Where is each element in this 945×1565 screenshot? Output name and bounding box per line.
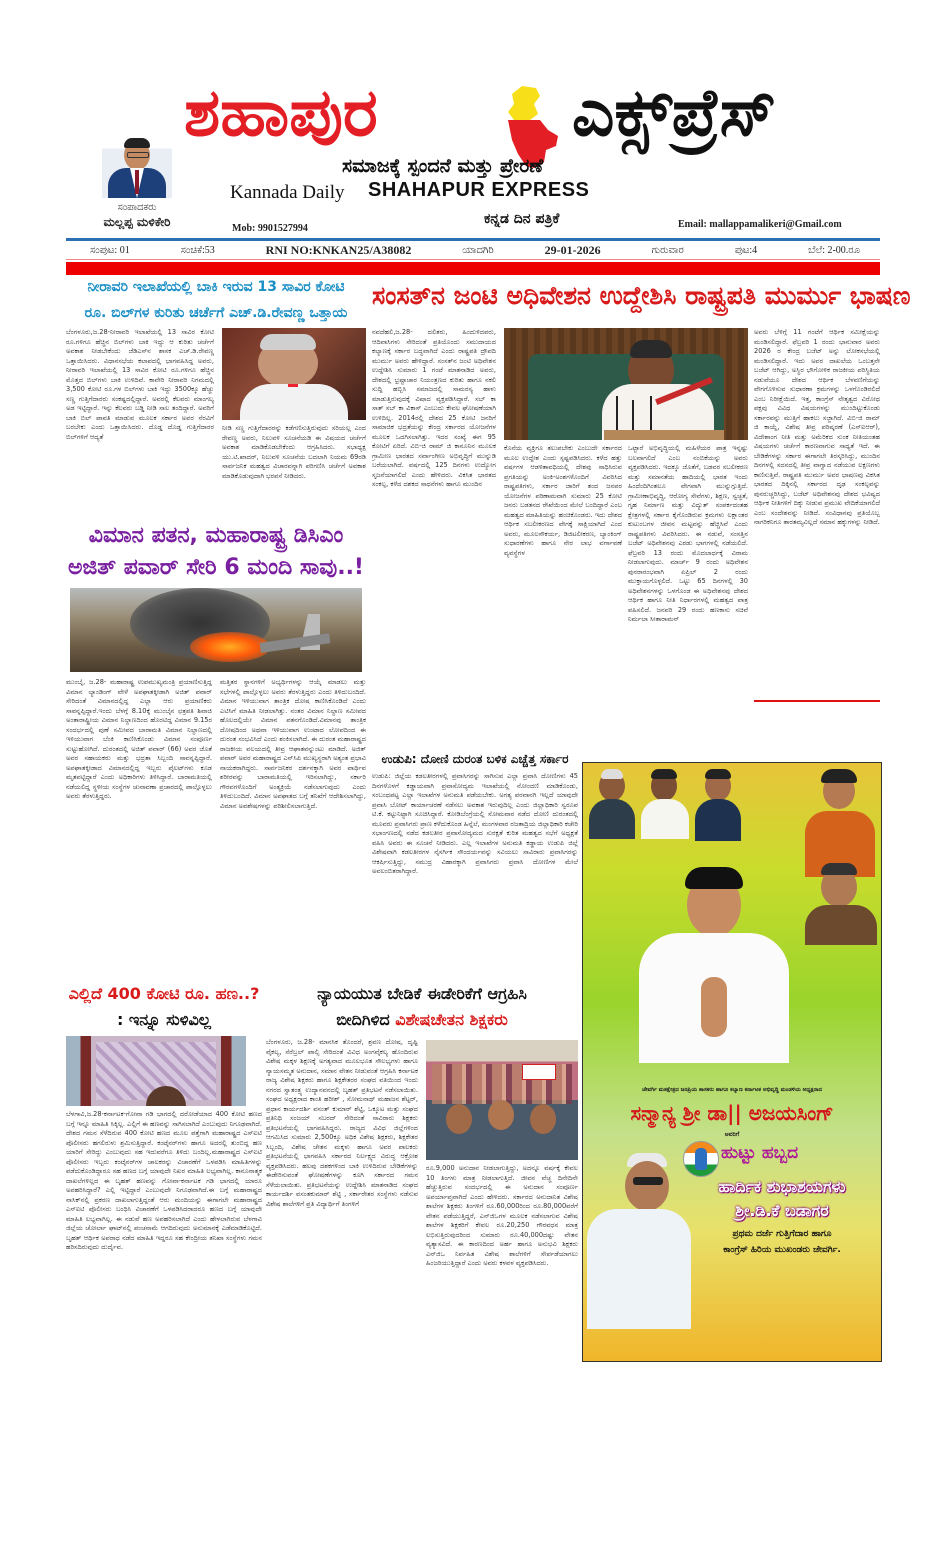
volume: ಸಂಪುಟ: 01 [90,244,130,256]
article-teachers [266,984,578,1364]
revanna-photo [222,328,366,420]
price: ಬೆಲೆ: 2-00.ರೂ [808,244,860,256]
title-express: ಎಕ್ಸ್‌ಪ್ರೆಸ್ [572,74,777,151]
greetings-label: ಹಾರ್ದಿಕ ಶುಭಾಶಯಗಳು [718,1177,846,1196]
parliament-end-rule [754,700,880,702]
birthday-advertisement [582,762,882,1362]
editor-name: ಮಲ್ಲಪ್ಪ ಮಳಿಕೇರಿ [103,215,171,229]
crash-photo [70,588,362,672]
headline-irrigation-1: ನೀರಾವರಿ ಇಲಾಖೆಯಲ್ಲಿ ಬಾಕಿ ಇರುವ 13 ಸಾವಿರ ಕೋಟಿ [87,279,345,295]
honoree-photo [639,867,789,1063]
masthead-rule [66,238,880,241]
headline-teachers-2-black: ಬೀದಿಗಿಳಿದ [336,1010,396,1029]
issue-date: 29-01-2026 [544,242,601,257]
kannada-daily-label: Kannada Daily [230,182,345,203]
headline-crash-1: ವಿಮಾನ ಪತನ, ಮಹಾರಾಷ್ಟ್ರ ಡಿಸಿಎಂ [88,523,344,548]
from-name: ಶ್ರೀ.ಡಿ.ಕೆ ಬಡಾಗರ [735,1201,829,1220]
murmu-photo [504,328,748,440]
newspaper-page [66,66,911,1364]
well-wisher-photo [583,1147,693,1361]
parliament-col-4: ಅವರು ಬೆಳಿಗ್ಗೆ 11 ಗಂಟೆಗೆ ಆರ್ಥಿಕ ಸಮೀಕ್ಷೆಯನ್ನು ಮಂಡಿಸಲಿದ್ದಾರೆ. ಫೆಬ್ರವರಿ 1 ರಂದು ಭಾನುವಾರ ಅವರು 2026 ರ ಕೇಂದ್ರ ಬಜೆಟ್ ಅನ್ನು ಲೋಕಸಭೆಯಲ್ಲಿ ಮಂಡಿಸಲಿದ್ದಾರೆ. ಇದು ಅವರ ದಾಖಲೆಯ ಒಂಬತ್ತನೇ ಬಜೆಟ್ ಆಗಿದ್ದು, ಅಸ್ಥಿರ ಭೌಗೋಳಿಕ ರಾಜಕೀಯ ಪರಿಸ್ಥಿತಿಯ ನಡುವೆಯೂ ದೇಶದ ಆರ್ಥಿಕ ಬೆಳವಣಿಗೆಯನ್ನು ವೇಗಗೊಳಿಸುವ ಸುಧಾರಣಾ ಕ್ರಮಗಳನ್ನು ಒಳಗೊಂಡಿರಲಿದೆ ಎಂಬ ನಿರೀಕ್ಷೆಯಿದೆ. ಇತ್ತ, ಕಾಂಗ್ರೆಸ್ ನೇತೃತ್ವದ ವಿರೋಧ ಪಕ್ಷವು ವಿವಿಧ ವಿಷಯಗಳನ್ನು ಮುಂದಿಟ್ಟುಕೊಂಡು ಸರ್ಕಾರವನ್ನು ಮುತ್ತಿಗೆ ಹಾಕಲು ಸಜ್ಜಾಗಿದೆ. ವಿಬಿ-ಜಿ ರಾಮ್ ಜಿ ಕಾಯ್ದೆ, ವಿಶೇಷ ತೀವ್ರ ಪರಿಷ್ಕರಣೆ (ಎಸ್‌ಐಆರ್), ವಿದೇಶಾಂಗ ನೀತಿ ಮತ್ತು ಅಮೆರಿಕದ ಸುಂಕ ನೀತಿಯಂತಹ ವಿಷಯಗಳು ಚರ್ಚೆಗೆ ಕಾರಣವಾಗುವ ಸಾಧ್ಯತೆ ಇದೆ. ಈ ಬೇಡಿಕೆಗಳನ್ನು ಸರ್ಕಾರ ಈಗಾಗಲೇ ತಿರಸ್ಕರಿಸಿದ್ದು, ಮುಂದಿನ ದಿನಗಳಲ್ಲಿ ಸದನದಲ್ಲಿ ತೀವ್ರ ವಾಗ್ವಾದ ನಡೆಯುವ ಲಕ್ಷಣಗಳು ಕಾಣಿಸುತ್ತಿವೆ. ರಾಷ್ಟ್ರಪತಿ ಮುರ್ಮು ಅವರ ಭಾಷಣವು ವಿಕಸಿತ ಭಾರತದ ದಿಕ್ಕಿನಲ್ಲಿ ಸರ್ಕಾರದ ದೃಢ ಸಂಕಲ್ಪವನ್ನು ಪುನರುಚ್ಚರಿಸಿದ್ದು, ಬಜೆಟ್ ಅಧಿವೇಶನವು ದೇಶದ ಭವಿಷ್ಯದ ಆರ್ಥಿಕ ನೀತಿಗಳಿಗೆ ದಿಕ್ಕು ನೀಡುವ ಪ್ರಮುಖ ವೇದಿಕೆಯಾಗಲಿದೆ ಎಂಬ ಸಂದೇಶವನ್ನು ನೀಡಿದೆ. ಸಂವಿಧಾನವು ಪ್ರತಿಯೊಬ್ಬ ನಾಗರಿಕನಿಗೂ ತಾರತಮ್ಯವಿಲ್ಲದೆ ಸಮಾನ ಹಕ್ಕುಗಳನ್ನು ನೀಡಿದೆ. [754,328,880,526]
english-title: SHAHAPUR EXPRESS [368,179,590,201]
from-title-line1: ಪ್ರಥಮ ದರ್ಜೆ ಗುತ್ತಿಗೆದಾರ ಹಾಗೂ [732,1229,832,1239]
headline-irrigation-2: ರೂ. ಬಿಲ್‌ಗಳ ಕುರಿತು ಚರ್ಚೆಗೆ ಎಚ್.ಡಿ.ರೇವಣ್ಣ ಒತ್ತಾಯ [84,305,348,321]
honoree-suffix: ಅವರಿಗೆ [724,1131,740,1138]
tagline: ಸಮಾಜಕ್ಕೆ ಸ್ಪಂದನೆ ಮತ್ತು ಪ್ರೇರಣೆ [342,155,544,177]
meta-divider [66,259,880,260]
editor-photo [102,136,172,198]
headline-teachers-2-red: ವಿಶೇಷಚೇತನ ಶಿಕ್ಷಕರು [395,1010,508,1029]
issue-info-row [90,243,860,257]
leader-photo-woman [801,767,879,877]
article-body-continued: ನೀಡಿ ಸಣ್ಣ ಗುತ್ತಿಗೆದಾರರನ್ನು ಕಡೆಗಣಿಸುತ್ತಿರುವುದು ಸರಿಯಲ್ಲ ಎಂದ ರೇವಣ್ಣ ಅವರು, ನಿಲುವಳಿ ಸೂಚನೆಯಡಿ ಈ ವಿಷಯದ ಚರ್ಚೆಗೆ ಅವಕಾಶ ಮಾಡಿಕೊಡಬೇಕೆಂದು ಆಗ್ರಹಿಸಿದರು. ಸಭಾಧ್ಯಕ್ಷ ಯು.ಟಿ.ಖಾದರ್, ನಿಲುವಳಿ ಸೂಚನೆಯ ಬದಲಾಗಿ ನಿಯಮ 69ರಡಿ ಸಾರ್ವಜನಿಕ ಮಹತ್ವದ ವಿಚಾರವನ್ನಾಗಿ ಪರಿಗಣಿಸಿ ಚರ್ಚೆಗೆ ಅವಕಾಶ ಮಾಡಿಕೊಡುವುದಾಗಿ ಭರವಸೆ ನೀಡಿದರು. [222,424,366,480]
leader-photo-elder [803,863,877,943]
leader-photo-1 [589,769,633,841]
place: ಯಾದಗಿರಿ [462,244,494,256]
weekday: ಗುರುವಾರ [651,244,684,256]
teachers-body-left: ಬೆಂಗಳೂರು, ಜ.28- ಮಾನಸಿಕ ತೊಂದರೆ, ಶ್ರವಣ ದೋಷ, ದೃಷ್ಟಿ ವೈಕಲ್ಯ, ಸೆರೆಬ್ರಲ್ ಪಾಲ್ಸಿ ಸೇರಿದಂತೆ ವಿವಿಧ ಅಂಗವೈಕಲ್ಯ ಹೊಂದಿರುವ ವಿಶೇಷ ಮಕ್ಕಳ ಶಿಕ್ಷಣಕ್ಕೆ ಅಗತ್ಯವಾದ ಮೂಲಭೂತ ಸೌಲಭ್ಯಗಳು ಹಾಗೂ ನ್ಯಾಯಸಮ್ಮತ ಅನುದಾನ, ಸಮಾನ ವೇತನ ನೀಡುವಂತೆ ಆಗ್ರಹಿಸಿ ಕರ್ನಾಟಕ ರಾಜ್ಯ ವಿಶೇಷ ಶಿಕ್ಷಕರು ಹಾಗೂ ಶಿಕ್ಷಕೇತರರ ಸಂಘದ ವತಿಯಿಂದ ಇಂದು ನಗರದ ಸ್ವಾತಂತ್ರ್ಯ ಉದ್ಯಾನವನದಲ್ಲಿ ಬೃಹತ್ ಪ್ರತಿಭಟನೆ ನಡೆಸಲಾಯಿತು. ಸಂಘದ ಅಧ್ಯಕ್ಷರಾದ ಕಾಂತಿ ಹರೀಶ್ , ಸೋಮನಾಥ್ ಮಹಾಜನ ಶೆಟ್ಟರ್, ಪ್ರಧಾನ ಕಾರ್ಯದರ್ಶಿ ವಸಂತ್ ಕುಮಾರ್ ಶೆಟ್ಟಿ, ಒಕ್ಕೂಟ ಮತ್ತು ಸಂಘದ ಪ್ರತಿನಿಧಿ ಸಂಜಯ್ ಸಬರದ್ ಸೇರಿದಂತೆ ಸಾವಿರಾರು ಶಿಕ್ಷಕರು ಪ್ರತಿಭಟನೆಯಲ್ಲಿ ಭಾಗವಹಿಸಿದ್ದರು. ರಾಜ್ಯದ ವಿವಿಧ ಜಿಲ್ಲೆಗಳಿಂದ ಆಗಮಿಸಿದ ಸುಮಾರು 2,500ಕ್ಕೂ ಅಧಿಕ ವಿಶೇಷ ಶಿಕ್ಷಕರು, ಶಿಕ್ಷಕೇತರ ಸಿಬ್ಬಂದಿ, ವಿಶೇಷ ಚೇತನ ಮಕ್ಕಳು ಹಾಗೂ ಅವರ ಪಾಲಕರು ಪ್ರತಿಭಟನೆಯಲ್ಲಿ ಭಾಗವಹಿಸಿ ಸರ್ಕಾರದ ನಿರ್ಲಕ್ಷ್ಯದ ವಿರುದ್ಧ ಆಕ್ರೋಶ ವ್ಯಕ್ತಪಡಿಸಿದರು. ಹಲವು ದಶಕಗಳಿಂದ ಬಾಕಿ ಉಳಿದಿರುವ ಬೇಡಿಕೆಗಳನ್ನು ಈಡೇರಿಸುವಂತೆ ಘೋಷಣೆಗಳನ್ನು ಕೂಗಿ ಸರ್ಕಾರದ ಗಮನ ಸೆಳೆಯಲಾಯಿತು. ಪ್ರತಿಭಟನೆಯನ್ನು ಉದ್ದೇಶಿಸಿ ಮಾತನಾಡಿದ ಸಂಘದ ಕಾರ್ಯದರ್ಶಿ ವಸಂತಕುಮಾರ್ ಶೆಟ್ಟಿ , ಸರ್ಕಾರೇತರ ಸಂಸ್ಥೆಗಳು ನಡೆಸುವ ವಿಶೇಷ ಶಾಲೆಗಳಿಗೆ ಪ್ರತಿ ವಿದ್ಯಾರ್ಥಿಗೆ ತಿಂಗಳಿಗೆ [266,1038,418,1208]
article-400-crore [66,984,262,1364]
ad-caption: ಜೇವರ್ಗಿ ಮತಕ್ಷೇತ್ರದ ಜನಪ್ರಿಯ ಶಾಸಕರು ಹಾಗೂ ಕಲ್ಯಾಣ ಕರ್ನಾಟಕ ಅಭಿವೃದ್ಧಿ ಮಂಡಳಿಯ ಅಧ್ಯಕ್ಷರಾದ [641,1087,822,1093]
headline-money-2: : ಇನ್ನೂ ಸುಳಿವಿಲ್ಲ [116,1010,212,1029]
title-shahapura: ಶಹಾಪುರ [184,74,378,151]
birthday-label: ಹುಟ್ಟು ಹಬ್ಬದ [721,1143,799,1163]
crash-body-right: ಮತ್ತಿತರ ಸ್ಥಾನಗಳಿಗೆ ಅಭ್ಯರ್ಥಿಗಳನ್ನು ಆಯ್ಕೆ ಮಾಡಲು ಮತ್ತು ಸಭೆಗಳಲ್ಲಿ ಪಾಲ್ಗೊಳ್ಳಲು ಅವರು ತೆರಳುತ್ತಿದ್ದರು ಎಂದು ತಿಳಿದುಬಂದಿದೆ. ವಿಮಾನ ಇಳಿಯುವಾಗ ತಾಂತ್ರಿಕ ದೋಷ ಕಾಣಿಸಿಕೊಂಡಿದೆ ಎಂದು ಎಟಿಸಿಗೆ ಮಾಹಿತಿ ನೀಡಲಾಗಿತ್ತು. ನಂತರ ವಿಮಾನ ನಿಲ್ದಾಣ ಸಮೀಪದ ಹೊಲದಲ್ಲಿಯೇ ವಿಮಾನ ಪತನಗೊಂಡಿದೆ.ವಿಮಾನವು ತಾಂತ್ರಿಕ ದೋಷದಿಂದ ಅಥವಾ ಇಳಿಯುವಾಗ ಉಂಟಾದ ಲೋಪದಿಂದ ಈ ದುರಂತ ಸಂಭವಿಸಿದೆ ಎಂದು ಶಂಕಿಸಲಾಗಿದೆ. ಈ ದುರಂತ ಮಹಾರಾಷ್ಟ್ರದ ರಾಜಕೀಯ ವಲಯದಲ್ಲಿ ತೀವ್ರ ಆಘಾತವನ್ನುಂಟು ಮಾಡಿದೆ. ಅಜಿತ್ ಪವಾರ್ ಅವರ ಮಹಾರಾಷ್ಟ್ರದ ಎನ್‌ಸಿಪಿ ಮುಖ್ಯಸ್ಥರಾಗಿ ಅತ್ಯಂತ ಪ್ರಭಾವಿ ನಾಯಕರಾಗಿದ್ದರು. ಸಾರ್ವಜನಿಕರ ದರ್ಶನಕ್ಕಾಗಿ ಅವರ ಪಾರ್ಥಿವ ಶರೀರವನ್ನು ಬಾರಾಮತಿಯಲ್ಲಿ ಇರಿಸಲಾಗಿದ್ದು, ಸರ್ಕಾರಿ ಗೌರವಗಳೊಂದಿಗೆ ಅಂತ್ಯಕ್ರಿಯೆ ನಡೆಸಲಾಗುವುದು ಎಂದು ತಿಳಿದುಬಂದಿದೆ. ವಿಮಾನ ಅಪಘಾತದ ಬಗ್ಗೆ ತನಿಖೆಗೆ ಆದೇಶಿಸಲಾಗಿದ್ದು, ವಿಮಾನ ಅವಶೇಷಗಳನ್ನು ಪರಿಶೀಲಿಸಲಾಗುತ್ತಿದೆ. [220,678,366,810]
headline-udupi: ಉಡುಪಿ: ದೋಣಿ ದುರಂತ ಬಳಿಕ ಎಚ್ಚೆತ್ತ ಸರ್ಕಾರ [381,752,569,766]
udupi-body: ಉಡುಪಿ: ಜಿಲ್ಲೆಯ ಕಡಲತೀರಗಳಲ್ಲಿ ಪ್ರವಾಸಿಗರನ್ನು ಸಾಗಿಸುವ ಎಲ್ಲಾ ಪ್ರವಾಸಿ ದೋಣಿಗಳು 45 ದಿನಗಳೊಳಗೆ ಕಡ್ಡಾಯವಾಗಿ ಪ್ರವಾಸೋದ್ಯಮ ಇಲಾಖೆಯಲ್ಲಿ ನೋಂದಣಿ ಮಾಡಿಕೊಂಡು, ಸಂಬಂಧಪಟ್ಟ ಎಲ್ಲಾ ಇಲಾಖೆಗಳ ಅನುಮತಿ ಪಡೆಯಬೇಕು. ಅಗತ್ಯ ಪರವಾನಗಿ ಇಲ್ಲದೆ ಯಾವುದೇ ಪ್ರವಾಸಿ ಬೋಟ್ ಕಾರ್ಯಾಚರಣೆ ನಡೆಸಲು ಅವಕಾಶ ಇರುವುದಿಲ್ಲ ಎಂದು ಜಿಲ್ಲಾಧಿಕಾರಿ ಸ್ವರೂಪ ಟಿ.ಕೆ. ಕಟ್ಟುನಿಟ್ಟಾಗಿ ಸೂಚಿಸಿದ್ದಾರೆ. ಕೋಡಿಬೆಂಗ್ರೆಯಲ್ಲಿ ಸೋಮವಾರ ನಡೆದ ದೋಣಿ ದುರಂತದಲ್ಲಿ ಮೂವರು ಪ್ರವಾಸಿಗರು ಪ್ರಾಣ ಕಳೆದುಕೊಂಡ ಹಿನ್ನೆಲೆ, ಮಂಗಳವಾರ ರಜತಾದ್ರಿಯ ಜಿಲ್ಲಾಧಿಕಾರಿ ಕಚೇರಿ ಸಭಾಂಗಣದಲ್ಲಿ ನಡೆದ ಕಡಲತೀರ ಪ್ರವಾಸೋದ್ಯಮದ ಸುರಕ್ಷತೆ ಕುರಿತ ಮಹತ್ವದ ಸಭೆಗೆ ಅಧ್ಯಕ್ಷತೆ ವಹಿಸಿ ಅವರು ಈ ಸೂಚನೆ ನೀಡಿದರು. ಎಲ್ಲ ಇಲಾಖೆಗಳ ಅನುಮತಿ ಕಡ್ಡಾಯ ಉಡುಪಿ ಜಿಲ್ಲೆ ವಿಶೇಷವಾಗಿ ಕಡಲತೀರಗಳ ನೈಸರ್ಗಿಕ ಸೌಂದರ್ಯವನ್ನು ಸವಿಯಲು ಸಾವಿರಾರು ಪ್ರವಾಸಿಗರನ್ನು ಆಕರ್ಷಿಸುತ್ತಿದ್ದು, ಸಮುದ್ರ ವಿಹಾರಕ್ಕಾಗಿ ಪ್ರವಾಸಿಗರು ಪ್ರವಾಸಿ ದೋಣಿಗಳ ಮೇಲೆ ಅವಲಂಬಿತರಾಗಿದ್ದಾರೆ. [372,772,578,875]
issue-number: ಸಂಚಿಕೆ:53 [180,244,215,256]
parliament-col-2: ಕೊನೆಯ ವ್ಯಕ್ತಿಗೂ ತಲುಪಬೇಕು ಎಂಬುದೇ ಸರ್ಕಾರದ ಮೂಲ ಉದ್ದೇಶ ಎಂದು ಸ್ಪಷ್ಟಪಡಿಸಿದರು. ಕಳೆದ ಹತ್ತು ವರ್ಷಗಳ ಆಡಳಿತಾವಧಿಯಲ್ಲಿ ದೇಶವು ಸಾಧಿಸಿರುವ ಪ್ರಗತಿಯನ್ನು ಅಂಕಿ-ಅಂಶಗಳೊಂದಿಗೆ ವಿವರಿಸಿದ ರಾಷ್ಟ್ರಪತಿಗಳು, ಸರ್ಕಾರ ಜಾರಿಗೆ ತಂದ ಜನಪರ ಯೋಜನೆಗಳ ಪರಿಣಾಮವಾಗಿ ಸುಮಾರು 25 ಕೋಟಿ ಜನರು ಬಡತನದ ರೇಖೆಯಿಂದ ಮೇಲೆ ಬಂದಿದ್ದಾರೆ ಎಂಬ ಮಹತ್ವದ ಮಾಹಿತಿಯನ್ನು ಹಂಚಿಕೊಂಡರು. ಇದು ದೇಶದ ಆರ್ಥಿಕ ಸಬಲೀಕರಣದ ವೇಗಕ್ಕೆ ಸಾಕ್ಷಿಯಾಗಿದೆ ಎಂದ ಅವರು, ಮೂಲಸೌಕರ್ಯ, ಡಿಜಿಟಲೀಕರಣ, ಬ್ಯಾಂಕಿಂಗ್ ಸುಧಾರಣೆಗಳು ಹಾಗೂ ನೇರ ಲಾಭ ವರ್ಗಾವಣೆ ವ್ಯವಸ್ಥೆಗಳ [504,444,622,557]
masthead [66,66,880,238]
parliament-col-3: ಒಟ್ಟಾರೆ ಅಭಿವೃದ್ಧಿಯಲ್ಲಿ ಮಹಿಳೆಯರ ಪಾತ್ರ ಇನ್ನಷ್ಟು ಬಲವಾಗಲಿದೆ ಎಂಬ ನಂಬಿಕೆಯನ್ನು ಅವರು ವ್ಯಕ್ತಪಡಿಸಿದರು. ಇದಕ್ಕೂ ಜೊತೆಗೆ, ಬಡವರ ಸಬಲೀಕರಣ ಮತ್ತು ಸಮಾನತೆಯ ಹಾದಿಯಲ್ಲಿ ಭಾರತ ಇಂದು ಹಿಂದೆಂದಿಗಿಂತಲೂ ವೇಗವಾಗಿ ಮುನ್ನುಗ್ಗುತ್ತಿದೆ. ಗ್ರಾಮೀಣಾಭಿವೃದ್ಧಿ, ಆರೋಗ್ಯ ಸೇವೆಗಳು, ಶಿಕ್ಷಣ, ಸ್ವಚ್ಛತೆ, ಗೃಹ ನಿರ್ಮಾಣ ಮತ್ತು ವಿದ್ಯುತ್ ಸಂಪರ್ಕದಂತಹ ಕ್ಷೇತ್ರಗಳಲ್ಲಿ ಸರ್ಕಾರ ಕೈಗೊಂಡಿರುವ ಕ್ರಮಗಳು ಲಕ್ಷಾಂತರ ಕುಟುಂಬಗಳ ಜೀವನ ಮಟ್ಟವನ್ನು ಹೆಚ್ಚಿಸಿವೆ ಎಂದು ರಾಷ್ಟ್ರಪತಿಗಳು ವಿವರಿಸಿದರು. ಈ ನಡುವೆ, ಸಂಸತ್ತಿನ ಬಜೆಟ್ ಅಧಿವೇಶನವು ಎರಡು ಭಾಗಗಳಲ್ಲಿ ನಡೆಯಲಿದೆ. ಫೆಬ್ರವರಿ 13 ರಂದು ಮೊದಲಾರ್ಧಕ್ಕೆ ವಿರಾಮ ನೀಡಲಾಗುವುದು. ಮಾರ್ಚ್ 9 ರಂದು ಅಧಿವೇಶನ ಪುನರಾರಂಭವಾಗಿ ಏಪ್ರಿಲ್ 2 ರಂದು ಮುಕ್ತಾಯಗೊಳ್ಳಲಿದೆ. ಒಟ್ಟು 65 ದಿನಗಳಲ್ಲಿ 30 ಅಧಿವೇಶನಗಳನ್ನು ಒಳಗೊಂಡ ಈ ಅಧಿವೇಶನವು ದೇಶದ ಆರ್ಥಿಕ ಹಾಗೂ ನೀತಿ ನಿರ್ಧಾರಗಳಲ್ಲಿ ಮಹತ್ವದ ಪಾತ್ರ ವಹಿಸಲಿದೆ. ಜನವರಿ 29 ರಂದು ಹಣಕಾಸು ಸಚಿವೆ ನಿರ್ಮಲಾ ಸೀತಾರಾಮನ್ [628,444,748,623]
money-photo [66,1036,246,1106]
honoree-name: ಸನ್ಮಾನ್ಯ ಶ್ರೀ ಡಾ|| ಅಜಯಸಿಂಗ್ [630,1101,834,1125]
editor-role: ಸಂಪಾದಕರು [117,202,157,213]
email-address: Email: mallappamalikeri@Gmail.com [678,219,842,230]
article-plane-crash [66,520,366,980]
headline-parliament: ಸಂಸತ್‌ನ ಜಂಟಿ ಅಧಿವೇಶನ ಉದ್ದೇಶಿಸಿ ರಾಷ್ಟ್ರಪತಿ ಮುರ್ಮು ಭಾಷಣ [372,281,911,310]
leader-photo-2 [641,769,687,839]
headline-teachers-2 [266,1010,578,1030]
headline-money-1: ಎಲ್ಲಿದೆ 400 ಕೋಟಿ ರೂ. ಹಣ..? [68,984,260,1003]
leader-photo-3 [695,769,739,841]
teachers-body-right: ರೂ.9,000 ಅನುದಾನ ನೀಡಲಾಗುತ್ತಿದ್ದು, ಅದನ್ನೂ ವರ್ಷಕ್ಕೆ ಕೇವಲ 10 ತಿಂಗಳು ಮಾತ್ರ ನೀಡಲಾಗುತ್ತಿದೆ. ಜೀವನ ವೆಚ್ಚ ದಿನೇದಿನೇ ಹೆಚ್ಚುತ್ತಿರುವ ಸಂದರ್ಭದಲ್ಲಿ ಈ ಅನುದಾನ ಸಂಪೂರ್ಣ ಅಪರ್ಯಾಪ್ತವಾಗಿದೆ ಎಂದು ಹೇಳಿದರು. ಸರ್ಕಾರದ ಅನುದಾನಿತ ವಿಶೇಷ ಶಾಲೆಗಳ ಶಿಕ್ಷಕರು ತಿಂಗಳಿಗೆ ರೂ.60,000ರಿಂದ ರೂ.80,000ವರೆಗೆ ವೇತನ ಪಡೆಯುತ್ತಿದ್ದರೆ, ಎನ್‌ಜಿಒಗಳ ಮೂಲಕ ನಡೆಸಲಾಗುವ ವಿಶೇಷ ಶಾಲೆಗಳ ಶಿಕ್ಷಕರಿಗೆ ಕೇವಲ ರೂ.20,250 ಗೌರವಧನ ಮಾತ್ರ ಲಭಿಸುತ್ತಿರುವುದರಿಂದ ಸುಮಾರು ರೂ.40,000ದಷ್ಟು ವೇತನ ವ್ಯತ್ಯಾಸವಿದೆ. ಈ ಕಾರಣದಿಂದ ಅರ್ಹ ಹಾಗೂ ಅನುಭವಿ ಶಿಕ್ಷಕರು ಎನ್‌ಜಿಒ ನಿರ್ವಹಿತ ವಿಶೇಷ ಶಾಲೆಗಳಿಗೆ ಸೇರ್ಪಡೆಯಾಗಲು ಹಿಂಜರಿಯುತ್ತಿದ್ದಾರೆ ಎಂದು ಅವರು ಕಳವಳ ವ್ಯಕ್ತಪಡಿಸಿದರು. [426,1164,578,1267]
from-title-line2: ಕಾಂಗ್ರೆಸ್ ಹಿರಿಯ ಮುಖಂಡರು ಜೇವರ್ಗಿ. [723,1245,841,1255]
kannada-daily-kn: ಕನ್ನಡ ದಿನ ಪತ್ರಿಕೆ [484,211,560,227]
crash-body-left: ಮುಂಬೈ, ಜ.28- ಮಹಾರಾಷ್ಟ್ರ ಉಪಮುಖ್ಯಮಂತ್ರಿ ಪ್ರಯಾಣಿಸುತ್ತಿದ್ದ ವಿಮಾನ ಲ್ಯಾಂಡಿಂಗ್ ವೇಳೆ ಅಪಘಾತಕ್ಕೀಡಾಗಿ ಅಜಿತ್ ಪವಾರ್ ಸೇರಿದಂತೆ ವಿಮಾನದಲ್ಲಿದ್ದ ಎಲ್ಲಾ ಆರು ಪ್ರಯಾಣಿಕರು ಸಾವನ್ನಪ್ಪಿದ್ದಾರೆ.ಇಂದು ಬೆಳಗ್ಗೆ 8.10ಕ್ಕೆ ಮುಂಬೈನ ಛತ್ರಪತಿ ಶಿವಾಜಿ ಅಂತಾರಾಷ್ಟ್ರೀಯ ವಿಮಾನ ನಿಲ್ದಾಣದಿಂದ ಹೊರಟಿದ್ದ ವಿಮಾನ 9.15ರ ಸಂದರ್ಭದಲ್ಲಿ ಪುಣೆ ಸಮೀಪದ ಬಾರಾಮತಿ ವಿಮಾನ ನಿಲ್ದಾಣದಲ್ಲಿ ಇಳಿಯುವಾಗ ಬೆಂಕಿ ಕಾಣಿಸಿಕೊಂಡು ವಿಮಾನ ಸಂಪೂರ್ಣ ಸುಟ್ಟುಹೋಗಿದೆ. ದುರಂತದಲ್ಲಿ ಅಜಿತ್ ಪವಾರ್ (66) ಅವರ ಜೊತೆ ಅವರ ಸಹಾಯಕರು ಮತ್ತು ಭದ್ರತಾ ಸಿಬ್ಬಂದಿ ಸಾವನ್ನಪ್ಪಿದ್ದಾರೆ. ಅಪಘಾತಕ್ಕೀಡಾದ ವಿಮಾನದಲ್ಲಿದ್ದ ಇಬ್ಬರು ಪೈಲಟ್‌ಗಳು ಕೂಡ ಮೃತಪಟ್ಟಿದ್ದಾರೆ ಎಂದು ಅಧಿಕಾರಿಗಳು ತಿಳಿಸಿದ್ದಾರೆ. ಬಾರಾಮತಿಯಲ್ಲಿ ನಡೆಯಲಿದ್ದ ಸ್ಥಳೀಯ ಸಂಸ್ಥೆಗಳ ಚುನಾವಣಾ ಪ್ರಚಾರದಲ್ಲಿ ಪಾಲ್ಗೊಳ್ಳಲು ಅವರು ತೆರಳುತ್ತಿದ್ದರು. [66,678,212,800]
headline-teachers-1: ನ್ಯಾಯಯುತ ಬೇಡಿಕೆ ಈಡೇರಿಕೆಗೆ ಆಗ್ರಹಿಸಿ [317,984,527,1003]
rni-number: RNI NO:KNKAN25/A38082 [265,242,412,257]
article-udupi [372,752,578,972]
parliament-col-1: ನವದೆಹಲಿ,ಜ.28- ದಲಿತರು, ಹಿಂದುಳಿದವರು, ಆದಿವಾಸಿಗಳು ಸೇರಿದಂತೆ ಪ್ರತಿಯೊಂದು ಸಮುದಾಯದ ಕಲ್ಯಾಣಕ್ಕೆ ಸರ್ಕಾರ ಬದ್ಧವಾಗಿದೆ ಎಂದು ರಾಷ್ಟ್ರಪತಿ ದ್ರೌಪದಿ ಮುರ್ಮು ಅವರು ಹೇಳಿದ್ದಾರೆ. ಸಂಸತ್‌ನ ಜಂಟಿ ಅಧಿವೇಶನ ಉದ್ದೇಶಿಸಿ ಸುಮಾರು 1 ಗಂಟೆ ಮಾತನಾಡಿದ ಅವರು, ದೇಶದಲ್ಲಿ ಭ್ರಷ್ಟಾಚಾರ ನಿಯಂತ್ರಣದ ಕುರಿತು ಹಾಗೂ ನಕಲಿ ಸುದ್ದಿ ಹಬ್ಬಿಸಿ ಸಮಾಜದಲ್ಲಿ ಸಾಮರಸ್ಯ ಹಾಳು ಮಾಡುತ್ತಿರುವುದಕ್ಕೆ ವಿಷಾದ ವ್ಯಕ್ತಪಡಿಸಿದ್ದಾರೆ. ಸಬ್ ಕಾ ಸಾತ್ ಸಬ್ ಕಾ ವಿಕಾಸ್ ಎಂಬುದು ಕೇವಲ ಘೋಷಣೆಯಾಗಿ ಉಳಿದಿಲ್ಲ. 2014ರಲ್ಲಿ ದೇಶದ 25 ಕೋಟಿ ಜನರಿಗೆ ಸಾಮಾಜಿಕ ಭದ್ರತೆಯನ್ನು ಕೇಂದ್ರ ಸರ್ಕಾರದ ಯೋಜನೆಗಳ ಮೂಲಕ ಒದಗಿಸಲಾಗಿತ್ತು. ಇದರ ಸಂಖ್ಯೆ ಈಗ 95 ಕೋಟಿಗೆ ಏರಿದೆ. ವಿಬಿ-ಜಿ ರಾಮ್ ಜಿ ಕಾನೂನಿನ ಮೂಲಕ ಗ್ರಾಮೀಣ ಭಾರತದ ಸರ್ವಾಂಗೀಣ ಅಭಿವೃದ್ಧಿಗೆ ಮುನ್ನುಡಿ ಬರೆಯಲಾಗಿದೆ. ವರ್ಷದಲ್ಲಿ 125 ದಿನಗಳು ಉದ್ಯೋಗ ಸೃಜನೆಯಾಗಲಿದೆ ಎಂದು ಹೇಳಿದರು. ವಿಕಸಿತ ಭಾರತದ ಸಂಕಲ್ಪ, ಕಳೆದ ದಶಕದ ಸಾಧನೆಗಳು ಹಾಗೂ ಮುಂದಿನ [372,328,496,488]
headline-crash-2: ಅಜಿತ್ ಪವಾರ್ ಸೇರಿ 6 ಮಂದಿ ಸಾವು..! [68,555,364,580]
protest-photo [426,1040,578,1160]
mobile-number: Mob: 9901527994 [232,223,308,234]
page-count: ಪುಟ:4 [734,244,758,256]
money-body: ಬೆಳಗಾವಿ,ಜ.28-ಕರ್ನಾಟಕ-ಗೋವಾ ಗಡಿ ಭಾಗದಲ್ಲಿ ದರೋಡೆಯಾದ 400 ಕೋಟಿ ಹಣದ ಬಗ್ಗೆ ಇನ್ನೂ ಮಾಹಿತಿ ಸಿಕ್ಕಿಲ್ಲ. ಎಲ್ಲಿಗೆ ಈ ಹಣವನ್ನು ಸಾಗಿಸಲಾಗಿದೆ ಎಂಬುವುದು ನಿಗೂಢವಾಗಿದೆ. ದೇಶದ ಗಮನ ಸೆಳೆದಿರುವ 400 ಕೋಟಿ ಹಣದ ಮೂಲ ಪತ್ತೆಗಾಗಿ ಮಹಾರಾಷ್ಟ್ರದ ಎಸ್‌ಐಟಿ ಪೊಲೀಸರು ಹಗಲಿರುಳು ಶ್ರಮಿಸುತ್ತಿದ್ದಾರೆ. ಕಂಟೈನರ್‌ಗಳು ಹಾಗೂ ಅದರಲ್ಲಿ ತುಂಬಿದ್ದ ಹಣ ಯಾರಿಗೆ ಸೇರಿದ್ದು ಎಂಬುವುದು ಸಹ ಇದುವರೆಗೂ ತಿಳಿದು ಬಂದಿಲ್ಲ.ಮಹಾರಾಷ್ಟ್ರದ ಎಸ್‌ಐಟಿ ಪೊಲೀಸರು ಇಬ್ಬರು ಕಂಟೈನರ್‌ಗಳ ಚಾಲಕರನ್ನು ವಿಚಾರಣೆಗೆ ಒಳಪಡಿಸಿ ಮಾಹಿತಿಗಳನ್ನು ಪಡೆದುಕೊಂಡಿದ್ದಾರೂ ಸಹ ಹಣದ ಬಗ್ಗೆ ಯಾವುದೇ ನಿಖರ ಮಾಹಿತಿ ಲಭ್ಯವಾಗಿಲ್ಲ. ಕಾನೂನಾತ್ಮಕ ದಾಖಲೆಗಳಿಲ್ಲದ ಈ ಬೃಹತ್ ಹಣವನ್ನು ಗೋವಾ-ಕರ್ನಾಟಕ ಗಡಿ ಭಾಗದಲ್ಲಿ ಯಾರೂ ಅಪಹರಿಸಿದ್ದಾರೆ? ಎಲ್ಲಿ ಇಟ್ಟಿದ್ದಾರೆ ಎಂಬುವುದೇ ನಿಗೂಢವಾಗಿದೆ.ಈ ಬಗ್ಗೆ ಮಹಾರಾಷ್ಟ್ರದ ನಾಸಿಕ್‌ನಲ್ಲಿ ಪ್ರಕರಣ ದಾಖಲಾಗುತ್ತಿದ್ದಂತೆ ಆರು ಮಂದಿಯನ್ನು ಈಗಾಗಲೇ ಮಹಾರಾಷ್ಟ್ರದ ಎಸ್‌ಐಟಿ ಪೊಲೀಸರು ಬಂಧಿಸಿ ವಿಚಾರಣೆಗೆ ಒಳಪಡಿಸಿದರಾದರೂ ಹಣದ ಬಗ್ಗೆ ಯಾವುದೇ ಮಾಹಿತಿ ಲಭ್ಯವಾಗಿಲ್ಲ. ಈ ನಡುವೆ ಹಣ ಅಪಹರಿಸಲಾಗಿದೆ ಎಂದು ಹೇಳಲಾಗಿರುವ ಬೆಳಗಾವಿ ಜಿಲ್ಲೆಯ ಚೋರ್ಲಾ ಘಾಟ್‌ನಲ್ಲಿ ಪಂಚನಾಮೆ ಆಗದಿರುವುದು ಅನುಮಾನಕ್ಕೆ ಎಡೆಮಾಡಿಕೊಟ್ಟಿದೆ. ಬೃಹತ್ ಆರ್ಥಿಕ ಅಪರಾಧ ನಡೆದ ಮಾಹಿತಿ ಇದ್ದರೂ ಸಹ ಕೇಂದ್ರೀಯ ತನಿಖಾ ಸಂಸ್ಥೆಗಳು ಗಮನ ಹರಿಸದಿರುವುದು ದುರ್ದೈವ. [66,1110,262,1251]
article-body: ಬೆಂಗಳೂರು,ಜ.28-ನೀರಾವರಿ ಇಲಾಖೆಯಲ್ಲಿ 13 ಸಾವಿರ ಕೋಟಿ ರೂ.ಗಳಿಗೂ ಹೆಚ್ಚಿನ ಬಿಲ್‌ಗಳು ಬಾಕಿ ಇದ್ದು ಆ ಕುರಿತು ಚರ್ಚೆಗೆ ಅವಕಾಶ ನೀಡಬೇಕೆಂದು ಜೆಡಿಎಸ್‌ನ ಶಾಸಕ ಎಚ್.ಡಿ.ರೇವಣ್ಣ ಒತ್ತಾಯಿಸಿದರು. ವಿಧಾನಸಭೆಯ ಕಲಾಪದಲ್ಲಿ ಭಾಗವಹಿಸಿದ್ದ ಅವರು, ನೀರಾವರಿ ಇಲಾಖೆಯಲ್ಲಿ 13 ಸಾವಿರ ಕೋಟಿ ರೂ.ಗಳಿಗೂ ಹೆಚ್ಚಿನ ಮೊತ್ತದ ಬಿಲ್‌ಗಳು ಬಾಕಿ ಉಳಿದಿವೆ. ಕಾವೇರಿ ನೀರಾವರಿ ನಿಗಮದಲ್ಲಿ 3,500 ಕೋಟಿ ರೂ.ಗಳ ಬಿಲ್‌ಗಳು ಬಾಕಿ ಇದ್ದು 3500ಕ್ಕೂ ಹೆಚ್ಚು ಸಣ್ಣ ಗುತ್ತಿಗೆದಾರರು ಸಂಕಷ್ಟದಲ್ಲಿದ್ದಾರೆ. ಅವರಲ್ಲಿ ಕೆಲವರು ಮಾಂಗಲ್ಯ ಅಡ ಇಟ್ಟಿದ್ದಾರೆ. ಇನ್ನು ಕೆಲವರು ಬಡ್ಡಿ ನೀಡಿ ಸಾಲ ತಂದಿದ್ದಾರೆ. ಅವರಿಗೆ ಬಾಕಿ ಬಿಲ್ ಪಾವತಿ ಮಾಡುವ ಮೂಲಕ ಸರ್ಕಾರ ಅವರ ನೆರವಿಗೆ ಬರಬೇಕು ಎಂದು ಒತ್ತಾಯಿಸಿದರು. ದೊಡ್ಡ ದೊಡ್ಡ ಗುತ್ತಿಗೆದಾರರ ಬಿಲ್‌ಗಳಿಗೆ ಆದ್ಯತೆ [66,328,214,441]
